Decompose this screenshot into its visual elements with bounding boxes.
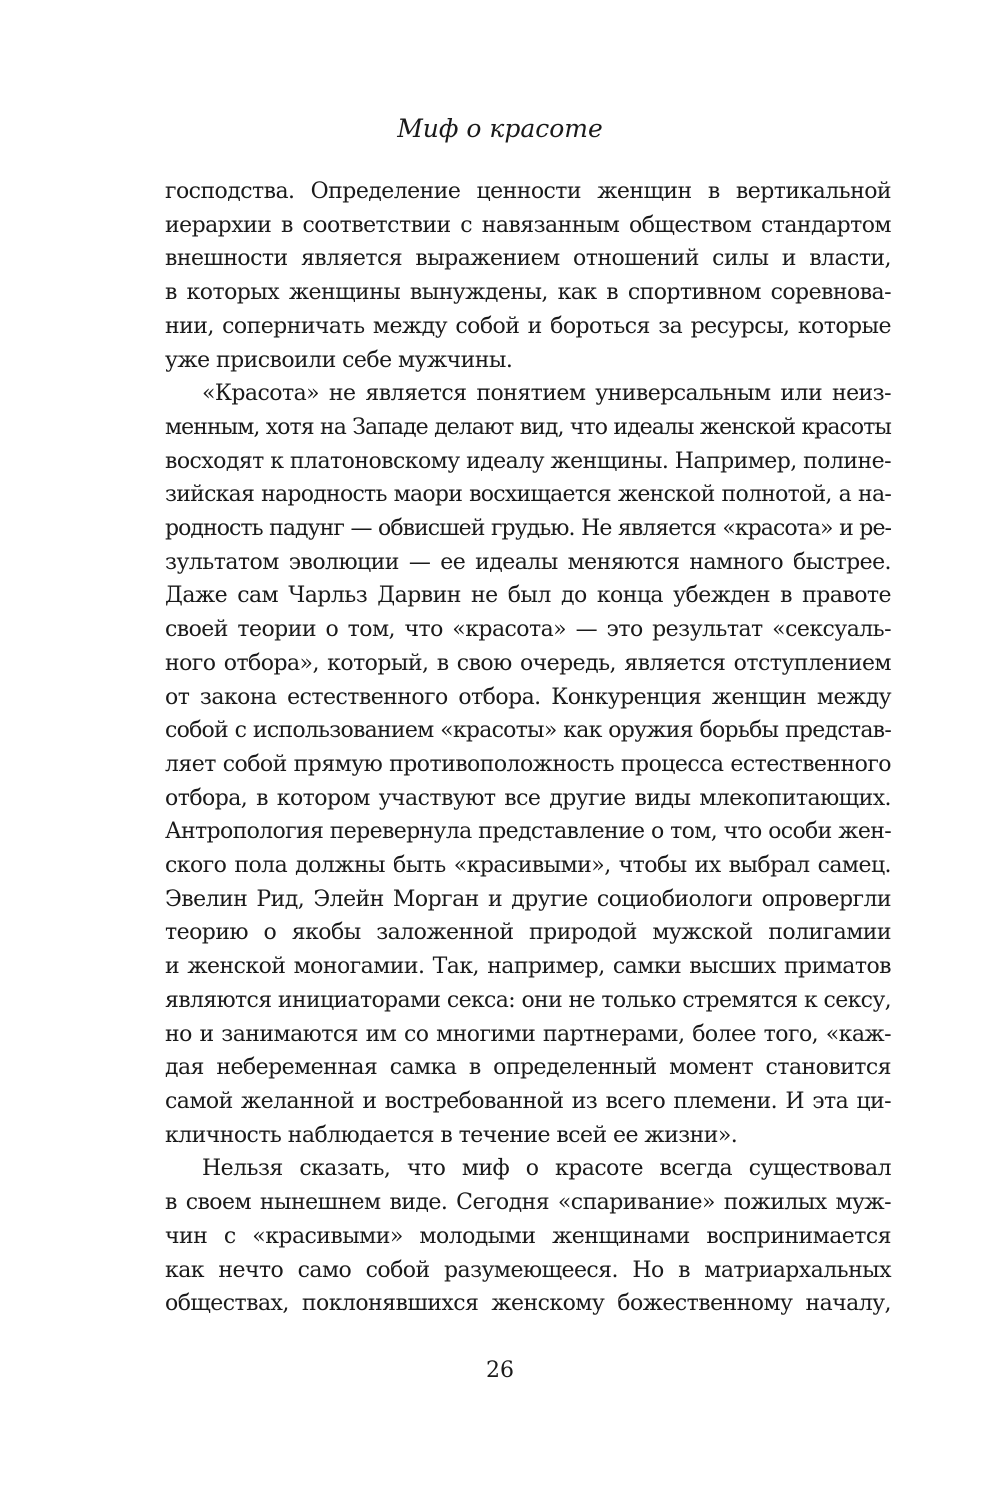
text-line: менным, хотя на Западе делают вид, что идеалы женской красоты	[165, 414, 891, 440]
text-line: собой с использованием «красоты» как оружия борьбы представ-	[165, 718, 891, 744]
text-line: иерархии в соответствии с навязанным обществом стандартом	[165, 212, 891, 238]
body-text	[165, 175, 891, 1321]
running-title: Миф о красоте	[397, 114, 603, 143]
text-line: ляет собой прямую противоположность процесса естественного	[165, 751, 891, 777]
text-line: от закона естественного отбора. Конкуренция женщин между	[165, 684, 891, 710]
page-number: 26	[486, 1358, 514, 1383]
text-line: отбора, в котором участвуют все другие виды млекопитающих.	[165, 785, 891, 811]
text-line: обществах, поклонявшихся женскому божественному началу,	[165, 1291, 891, 1317]
text-line: зийская народность маори восхищается женской полнотой, а на-	[165, 482, 891, 508]
text-line: зультатом эволюции — ее идеалы меняются намного быстрее.	[165, 549, 891, 575]
text-line: Нельзя сказать, что миф о красоте всегда существовал	[202, 1156, 891, 1182]
text-line: как нечто само собой разумеющееся. Но в матриархальных	[165, 1257, 891, 1283]
text-line: «Красота» не является понятием универсальным или неиз-	[202, 381, 891, 407]
text-line: чин с «красивыми» молодыми женщинами воспринимается	[165, 1223, 891, 1249]
paragraph	[165, 377, 891, 1152]
text-line: кличность наблюдается в течение всей ее жизни».	[165, 1122, 738, 1148]
text-line: самой желанной и востребованной из всего племени. И эта ци-	[165, 1088, 891, 1114]
text-line: господства. Определение ценности женщин в вертикальной	[165, 179, 891, 204]
text-line: в которых женщины вынуждены, как в спортивном соревнова-	[165, 280, 891, 306]
text-line: уже присвоили себе мужчины.	[165, 347, 513, 373]
text-line: своей теории о том, что «красота» — это результат «сексуаль-	[165, 617, 891, 643]
text-line: Антропология перевернула представление о том, что особи жен-	[165, 819, 891, 845]
text-line: внешности является выражением отношений силы и власти,	[165, 246, 891, 272]
paragraph	[165, 1152, 891, 1321]
text-line: восходят к платоновскому идеалу женщины. Например, полине-	[165, 448, 891, 474]
text-line: теорию о якобы заложенной природой мужской полигамии	[165, 920, 891, 946]
text-line: но и занимаются им со многими партнерами, более того, «каж-	[165, 1021, 891, 1047]
text-line: являются инициаторами секса: они не только стремятся к сексу,	[165, 987, 891, 1013]
paragraph	[165, 175, 891, 377]
text-line: дая небеременная самка в определенный момент становится	[165, 1055, 891, 1081]
text-line: Эвелин Рид, Элейн Морган и другие социобиологи опровергли	[165, 886, 891, 912]
text-line: нии, соперничать между собой и бороться за ресурсы, которые	[165, 313, 891, 339]
text-line: в своем нынешнем виде. Сегодня «спаривание» пожилых муж-	[165, 1190, 891, 1216]
text-line: Даже сам Чарльз Дарвин не был до конца убежден в правоте	[165, 583, 891, 609]
text-line: и женской моногамии. Так, например, самки высших приматов	[165, 954, 891, 980]
text-line: ного отбора», который, в свою очередь, является отступлением	[165, 650, 891, 676]
text-line: ского пола должны быть «красивыми», чтобы их выбрал самец.	[165, 853, 891, 879]
text-line: родность падунг — обвисшей грудью. Не является «красота» и ре-	[165, 516, 891, 542]
